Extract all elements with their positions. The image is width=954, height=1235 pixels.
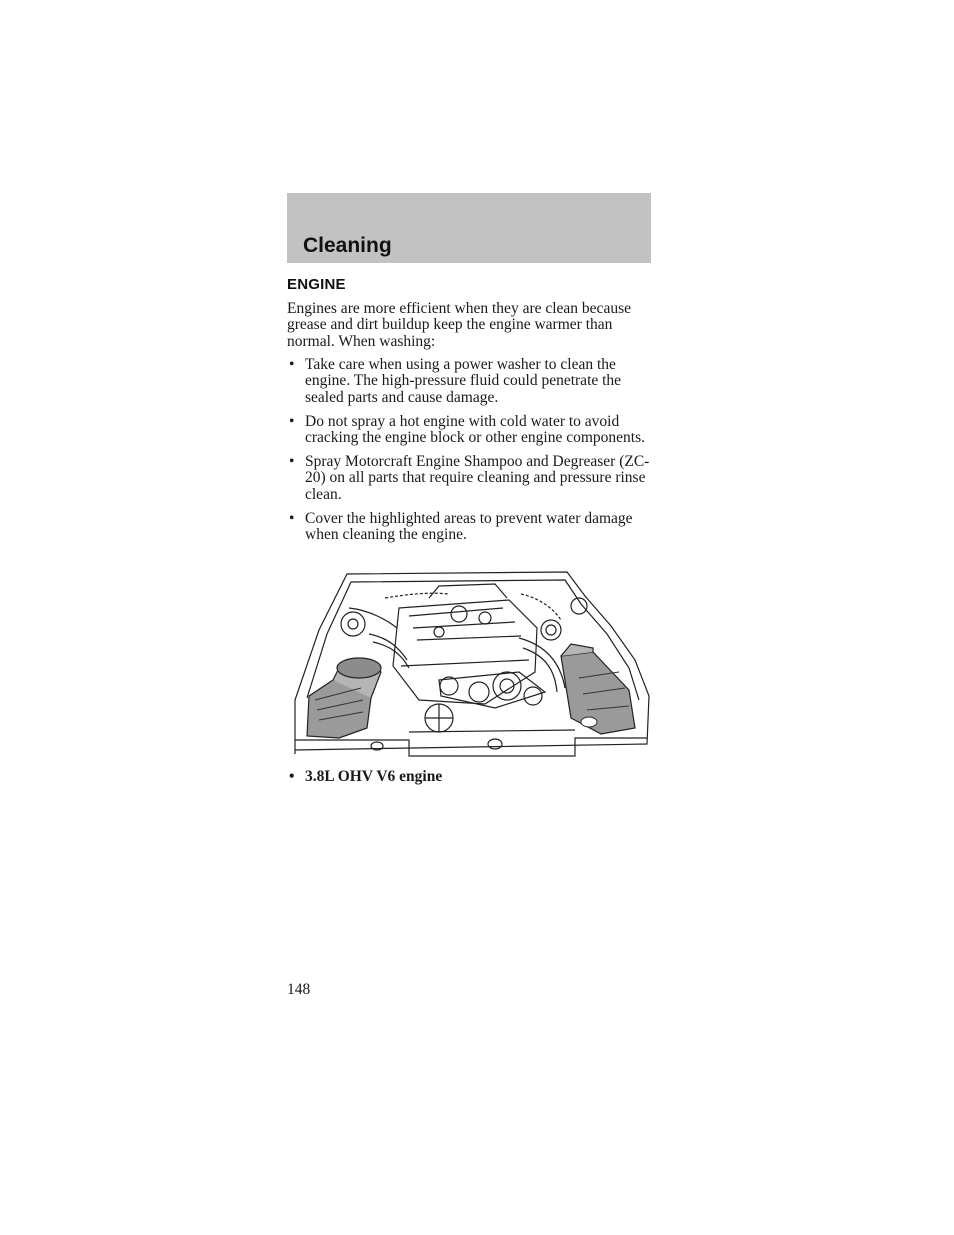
section-title: Cleaning (303, 234, 392, 257)
intro-paragraph: Engines are more efficient when they are clean because grease and dirt buildup keep the engine warmer than normal. When washing: (287, 300, 631, 350)
highlighted-battery (561, 644, 635, 734)
bullet-icon: • (289, 509, 295, 527)
list-item (287, 414, 651, 447)
highlighted-air-intake (307, 658, 381, 738)
bullet-icon: • (289, 356, 295, 373)
page-number: 148 (287, 981, 311, 998)
bullet-icon: • (289, 453, 295, 471)
list-item (287, 357, 651, 406)
washing-instructions-list (287, 357, 651, 551)
alternator-pulley (493, 672, 521, 700)
figure-caption-text: 3.8L OHV V6 engine (305, 768, 443, 785)
subheading-engine: ENGINE (287, 276, 346, 293)
list-item-text: Cover the highlighted areas to prevent water damage when cleaning the engine. (305, 509, 633, 544)
list-item-text: Do not spray a hot engine with cold water to avoid cracking the engine block or other engine components. (305, 412, 646, 447)
list-item-text: Take care when using a power washer to clean the engine. The high-pressure fluid could penetrate the sealed parts and cause damage. (305, 356, 622, 406)
engine-compartment-illustration (289, 568, 651, 758)
bullet-icon: • (289, 768, 295, 785)
figure-caption (287, 768, 442, 786)
bullet-icon: • (289, 412, 295, 430)
list-item (287, 511, 651, 544)
section-header-band (287, 193, 651, 263)
list-item (287, 454, 651, 503)
list-item-text: Spray Motorcraft Engine Shampoo and Degreaser (ZC-20) on all parts that require cleaning and pressure rinse clean. (305, 453, 650, 503)
